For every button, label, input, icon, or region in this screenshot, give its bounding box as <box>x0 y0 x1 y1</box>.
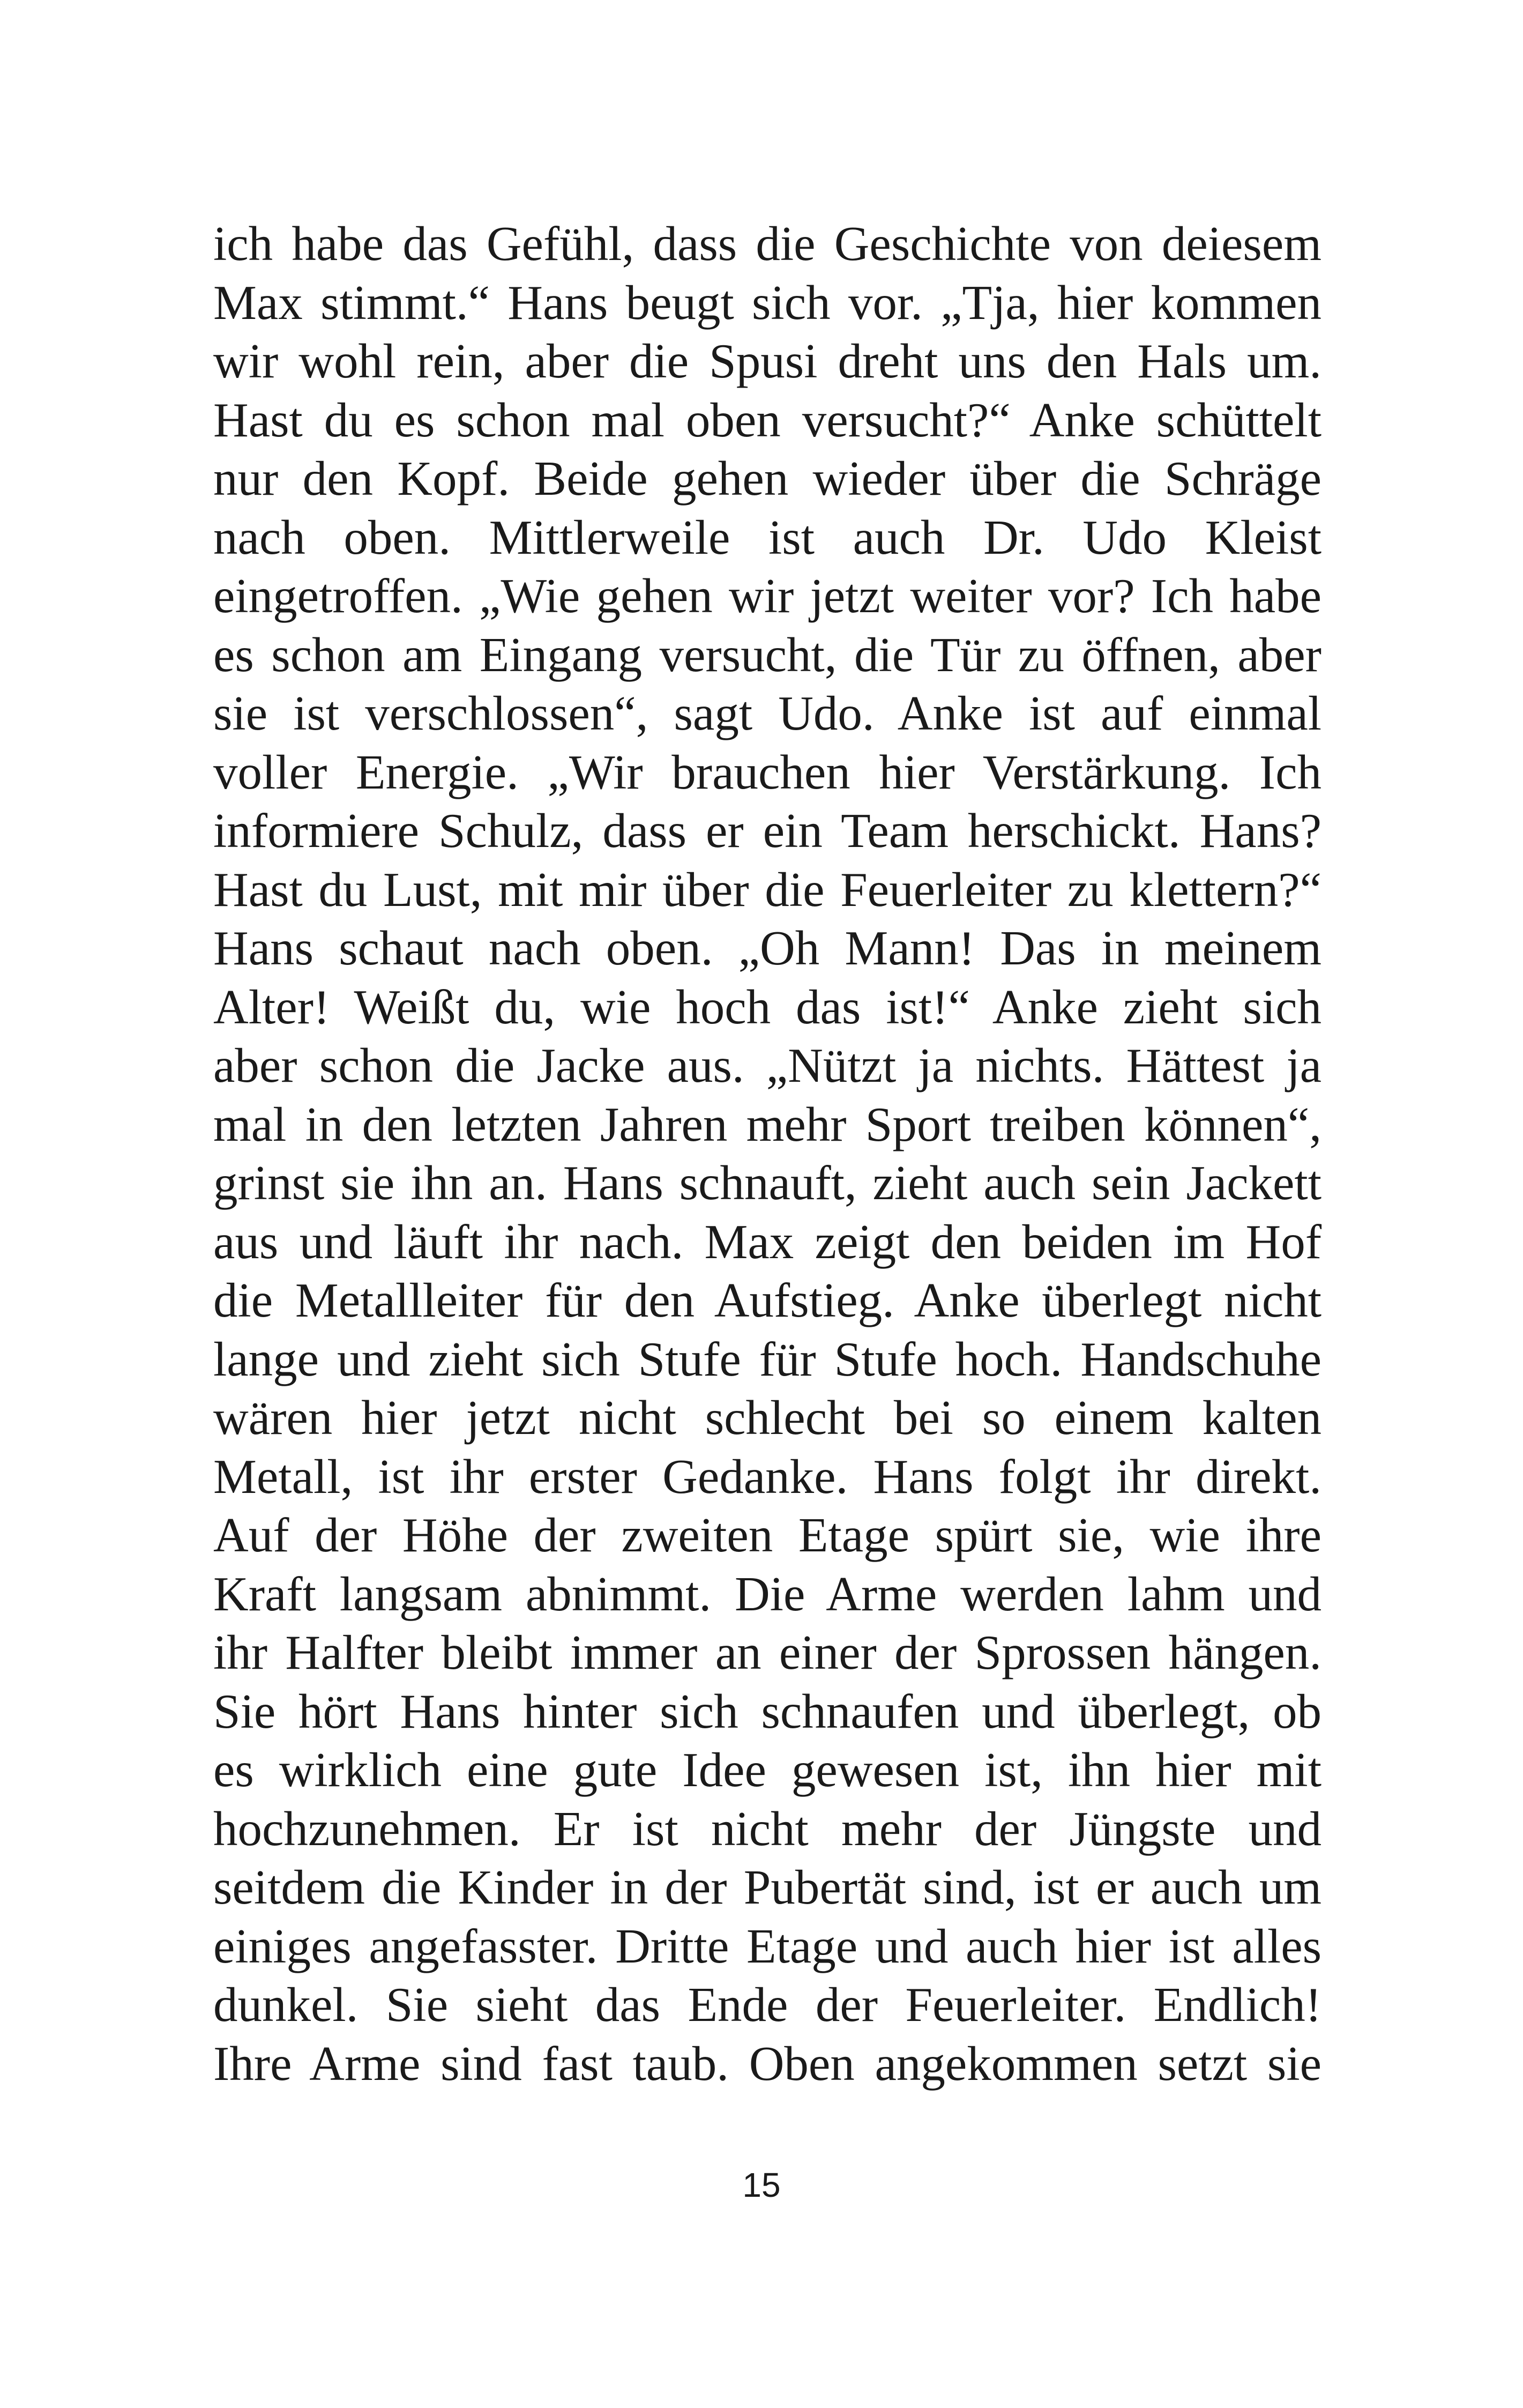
text-line: sie ist verschlossen“, sagt Udo. Anke ist auf einmal <box>213 686 1322 740</box>
text-line: eingetroffen. „Wie gehen wir jetzt weiter vor? Ich habe <box>213 569 1322 623</box>
text-line: ihr Halfter bleibt immer an einer der Sprossen hängen. <box>213 1625 1322 1679</box>
text-line: es schon am Eingang versucht, die Tür zu öffnen, aber <box>213 627 1322 682</box>
text-line: grinst sie ihn an. Hans schnauft, zieht auch sein Jackett <box>213 1156 1322 1210</box>
text-line: nach oben. Mittlerweile ist auch Dr. Udo Kleist <box>213 510 1322 564</box>
text-line: aus und läuft ihr nach. Max zeigt den beiden im Hof <box>213 1214 1322 1269</box>
text-line: es wirklich eine gute Idee gewesen ist, ihn hier mit <box>213 1743 1322 1797</box>
text-line: Alter! Weißt du, wie hoch das ist!“ Anke zieht sich <box>213 979 1322 1034</box>
text-line: einiges angefasster. Dritte Etage und auch hier ist alles <box>213 1919 1322 1973</box>
text-line: informiere Schulz, dass er ein Team herschickt. Hans? <box>213 804 1322 858</box>
text-line: ich habe das Gefühl, dass die Geschichte von deiesem <box>213 217 1322 271</box>
text-line: Hast du es schon mal oben versucht?“ Anke schüttelt <box>213 392 1322 447</box>
page-number: 15 <box>742 2166 781 2204</box>
text-line: Hast du Lust, mit mir über die Feuerleiter zu klettern?“ <box>213 862 1322 917</box>
text-line: voller Energie. „Wir brauchen hier Verstärkung. Ich <box>213 745 1322 799</box>
text-line: hochzunehmen. Er ist nicht mehr der Jüngste und <box>213 1801 1322 1856</box>
text-line: Auf der Höhe der zweiten Etage spürt sie, wie ihre <box>213 1508 1322 1562</box>
text-line: die Metallleiter für den Aufstieg. Anke überlegt nicht <box>213 1273 1322 1327</box>
text-line: lange und zieht sich Stufe für Stufe hoch. Handschuhe <box>213 1332 1322 1386</box>
text-line: Hans schaut nach oben. „Oh Mann! Das in meinem <box>213 921 1322 975</box>
text-line: Sie hört Hans hinter sich schnaufen und überlegt, ob <box>213 1684 1322 1738</box>
text-line: mal in den letzten Jahren mehr Sport treiben können“, <box>213 1097 1322 1151</box>
text-line: wären hier jetzt nicht schlecht bei so einem kalten <box>213 1391 1322 1445</box>
text-line: Kraft langsam abnimmt. Die Arme werden lahm und <box>213 1566 1322 1621</box>
text-line: wir wohl rein, aber die Spusi dreht uns den Hals um. <box>213 334 1322 388</box>
text-line: Max stimmt.“ Hans beugt sich vor. „Tja, hier kommen <box>213 275 1322 330</box>
text-line: Ihre Arme sind fast taub. Oben angekommen setzt sie <box>213 2036 1322 2091</box>
body-text <box>213 214 1322 2093</box>
text-line: nur den Kopf. Beide gehen wieder über die Schräge <box>213 451 1322 506</box>
text-line: aber schon die Jacke aus. „Nützt ja nichts. Hättest ja <box>213 1038 1322 1092</box>
text-line: Metall, ist ihr erster Gedanke. Hans folgt ihr direkt. <box>213 1449 1322 1504</box>
text-line: dunkel. Sie sieht das Ende der Feuerleiter. Endlich! <box>213 1978 1322 2032</box>
text-line: seitdem die Kinder in der Pubertät sind, ist er auch um <box>213 1860 1322 1914</box>
